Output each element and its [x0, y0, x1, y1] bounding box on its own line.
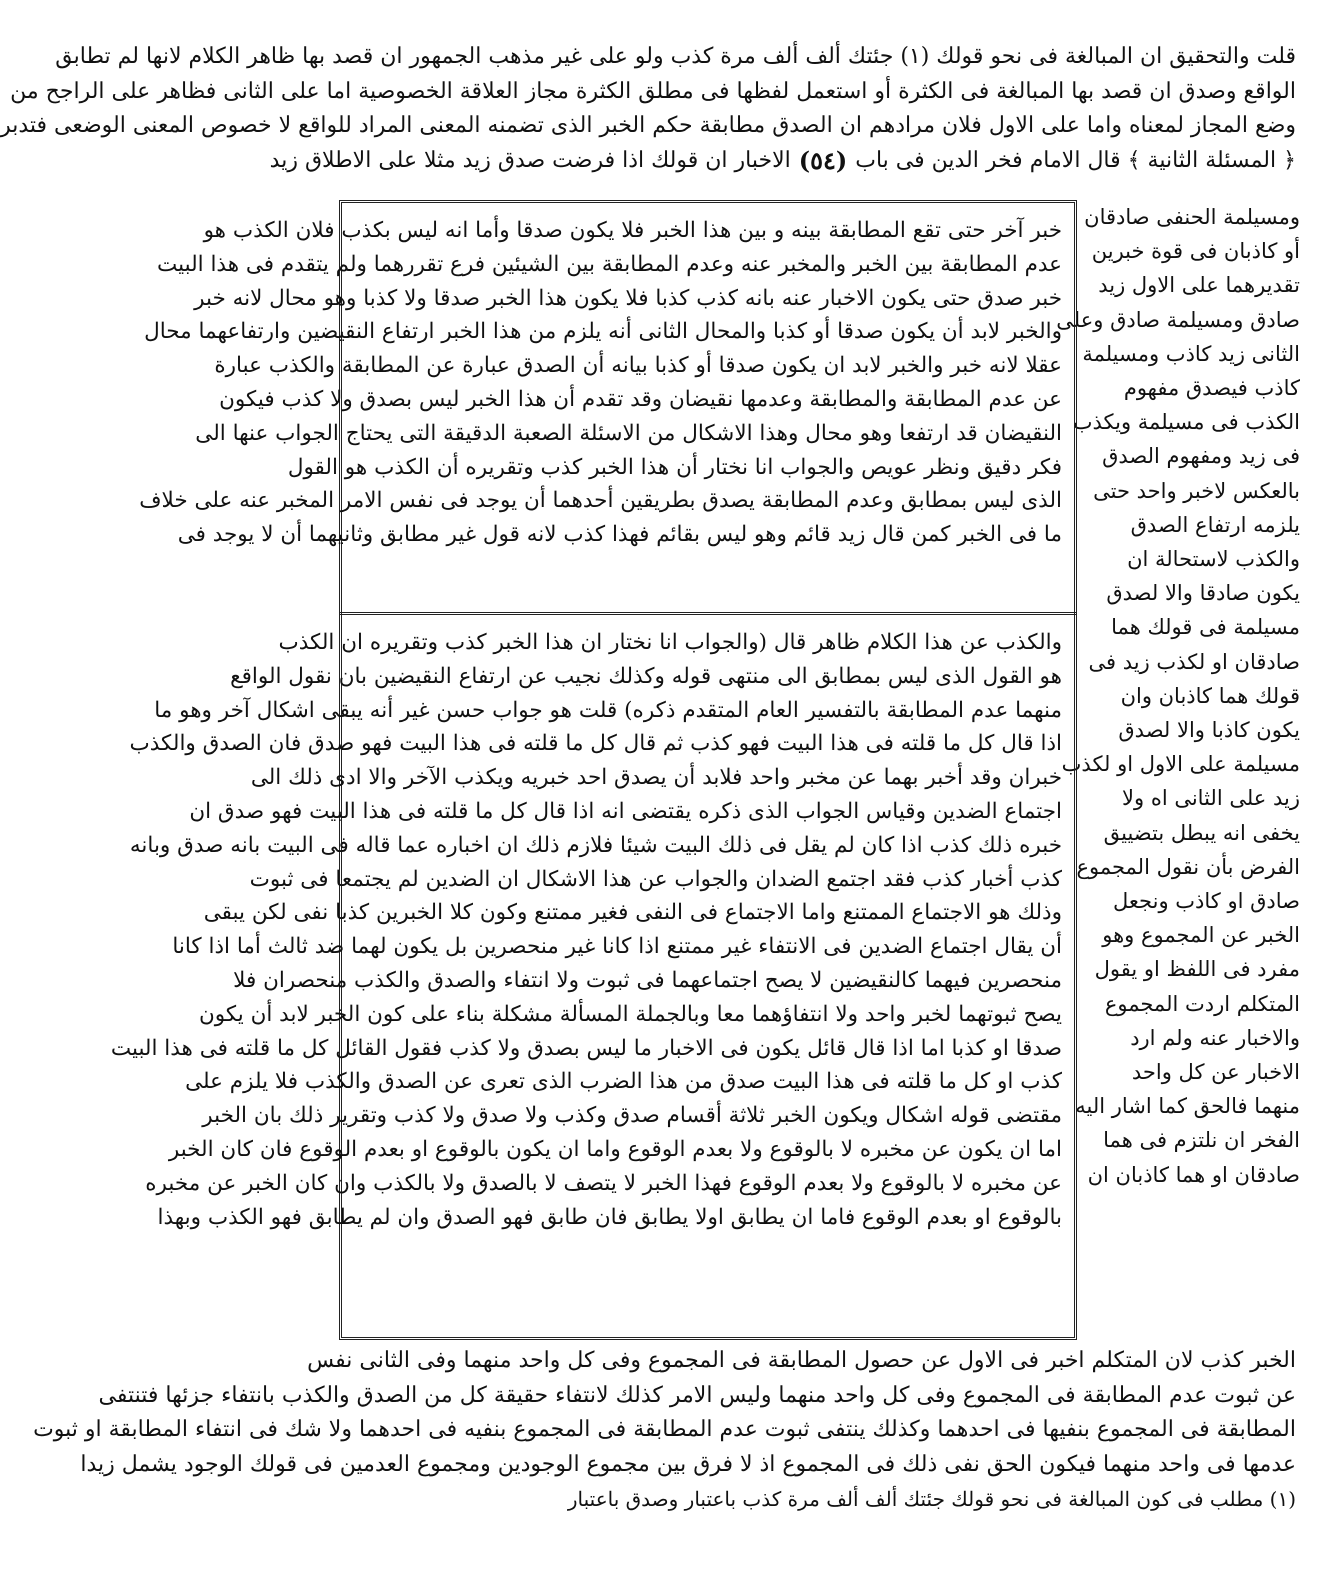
- frame-divider: [339, 612, 1077, 615]
- text-line: والكذب عن هذا الكلام ظاهر قال (والجواب انا نختار ان هذا الخبر كذب وتقريره ان الكذب: [278, 630, 1062, 655]
- margin-column: [1056, 200, 1300, 1192]
- text-line: كذب او كل ما قلته فى هذا البيت صدق من هذا الضرب الذى تعرى عن الصدق والكذب فلا يلزم على: [185, 1069, 1062, 1095]
- text-line: بالوقوع او بعدم الوقوع فاما ان يطابق اولا يطابق فان طابق فهو الصدق وان لم يطابق فهو الكذب وبهذا: [157, 1204, 1062, 1230]
- margin-line: أو كاذبان فى قوة خبرين: [1091, 239, 1300, 264]
- margin-line: والاخبار عنه ولم ارد: [1130, 1025, 1300, 1050]
- margin-line: الخبر عن المجموع وهو: [1102, 923, 1300, 948]
- text-line: قلت والتحقيق ان المبالغة فى نحو قولك (١) جئتك ألف ألف مرة كذب ولو على غير مذهب الجمهور ان قصد بها ظاهر الكلام لانها لم تطابق: [55, 44, 1296, 69]
- main-text-lower: [110, 626, 1062, 1234]
- top-commentary: [0, 40, 1296, 178]
- bottom-commentary: [33, 1344, 1296, 1517]
- text-line: النقيضان قد ارتفعا وهو محال وهذا الاشكال من الاسئلة الصعبة الدقيقة التى يحتاج الجواب عنها الى: [195, 420, 1062, 446]
- text-line: عن عدم المطابقة والمطابقة وعدمها نقيضان وقد تقدم أن هذا الخبر ليس بصدق ولا كذب فيكون: [219, 386, 1062, 412]
- text-line: منهما عدم المطابقة بالتفسير العام المتقدم ذكره) قلت هو جواب حسن غير أنه يبقى اشكال آخر وهو ما: [154, 697, 1062, 723]
- margin-line: منهما فالحق كما اشار اليه: [1075, 1094, 1300, 1119]
- text-line: عقلا لانه خبر والخبر لابد ان يكون صدقا أو كذبا بيانه أن الصدق عبارة عن المطابقة والكذب عبارة: [214, 353, 1062, 379]
- text-line: صدقا او كذبا اما اذا قال قائل يكون فى الاخبار ما ليس بصدق ولا كذب فقول القائل كل ما قلته فى هذا البيت: [110, 1035, 1062, 1061]
- margin-line: يكون صادقا والا لصدق: [1106, 581, 1300, 606]
- margin-line: صادق ومسيلمة صادق وعلى: [1056, 307, 1300, 332]
- text-line: اذا قال كل ما قلته فى هذا البيت فهو كذب ثم قال كل ما قلته فى هذا البيت فهو صدق فان الصدق والكذب: [129, 731, 1062, 757]
- margin-line: ومسيلمة الحنفى صادقان: [1084, 205, 1300, 229]
- text-line: والخبر لابد أن يكون صدقا أو كذبا والمحال الثانى أنه يلزم من هذا الخبر ارتفاع النقيضين وارتفاعهما محال: [144, 319, 1062, 345]
- margin-line: صادقان او هما كاذبان ان: [1087, 1162, 1300, 1187]
- text-line: الذى ليس بمطابق وعدم المطابقة يصدق بطريقين أحدهما أن يوجد فى نفس الامر المخبر عنه على خلاف: [139, 488, 1062, 514]
- text-line: خبر آخر حتى تقع المطابقة بينه و بين هذا الخبر فلا يكون صدقا وأما انه ليس بكذب فلان الكذب هو: [203, 218, 1062, 243]
- text-line: اجتماع الضدين وقياس الجواب الذى ذكره يقتضى انه اذا قال كل ما قلته فى هذا البيت فهو صدق ان: [189, 798, 1062, 824]
- margin-line: يكون كاذبا والا لصدق: [1118, 718, 1300, 743]
- text-line: عن مخبره لا بالوقوع ولا بعدم الوقوع فهذا الخبر لا يتصف لا بالصدق ولا بالكذب وان كان الخبر عن مخبره: [145, 1170, 1062, 1196]
- text-line: هو القول الذى ليس بمطابق الى منتهى قوله وكذلك نجيب عن ارتفاع النقيضين بان نقول الواقع: [230, 663, 1062, 689]
- margin-line: صادقان او لكذب زيد فى: [1088, 649, 1300, 674]
- margin-line: مسيلمة فى قولك هما: [1111, 615, 1300, 640]
- margin-line: والكذب لاستحالة ان: [1127, 547, 1300, 572]
- margin-line: المتكلم اردت المجموع: [1104, 991, 1300, 1016]
- text-line: فكر دقيق ونظر عويص والجواب انا نختار أن هذا الخبر كذب وتقريره أن الكذب هو القول: [287, 454, 1062, 480]
- text-line: خبران وقد أخبر بهما عن مخبر واحد فلابد أن يصدق احد خبريه ويكذب الآخر والا ادى ذلك الى: [250, 765, 1062, 791]
- footnote: (١) مطلب فى كون المبالغة فى نحو قولك جئتك ألف ألف مرة كذب باعتبار وصدق باعتبار: [567, 1487, 1296, 1511]
- heading-right: ﴿ المسئلة الثانية ﴾ قال الامام فخر الدين فى باب: [855, 147, 1296, 173]
- text-line: كذب أخبار كذب فقد اجتمع الضدان والجواب عن هذا الاشكال ان الضدين لم يجتمعا فى ثبوت: [249, 866, 1062, 892]
- text-line: ما فى الخبر كمن قال زيد قائم وهو ليس بقائم فهذا كذب لانه قول غير مطابق وثانيهما أن لا يوجد فى: [177, 522, 1062, 548]
- text-line: عدم المطابقة بين الخبر والمخبر عنه وعدم المطابقة بين الشيئين فرع تقررهما ولم يتقدم فى هذا البيت: [157, 251, 1062, 277]
- text-line: خبر صدق حتى يكون الاخبار عنه بانه كذب كذبا فلا يكون هذا الخبر صدقا ولا كذبا وهو محال لانه خبر: [194, 285, 1062, 311]
- margin-line: بالعكس لاخبر واحد حتى: [1093, 478, 1300, 503]
- page-number: (٥٤): [798, 145, 848, 175]
- text-line: الخبر كذب لان المتكلم اخبر فى الاول عن حصول المطابقة فى المجموع وفى كل واحد منهما وفى الثانى نفس: [307, 1348, 1296, 1373]
- margin-line: يلزمه ارتفاع الصدق: [1130, 512, 1300, 537]
- text-line: اما ان يكون عن مخبره لا بالوقوع ولا بعدم الوقوع واما ان يكون بالوقوع او بعدم الوقوع فان كان الخبر: [168, 1136, 1062, 1162]
- main-text-upper: [139, 214, 1062, 552]
- margin-line: مسيلمة على الاول او لكذب: [1061, 752, 1300, 777]
- text-line: خبره ذلك كذب اذا كان لم يقل فى ذلك البيت شيئا فلازم ذلك ان اخباره عما قاله فى البيت بانه صدق وبانه: [129, 832, 1062, 858]
- text-line: مقتضى قوله اشكال ويكون الخبر ثلاثة أقسام صدق وكذب ولا صدق ولا كذب وتقرير ذلك بان الخبر: [202, 1103, 1062, 1129]
- text-line: أن يقال اجتماع الضدين فى الانتفاء غير ممتنع اذا كانا غير منحصرين بل يكون لهما ضد ثالث أما اذا كانا: [172, 934, 1062, 960]
- margin-line: يخفى انه يبطل بتضييق: [1103, 820, 1300, 845]
- text-line: وضع المجاز لمعناه واما على الاول فلان مرادهم ان الصدق مطابقة حكم الخبر الذى تضمنه المعنى المراد للواقع لا خصوص المعنى الوضعى فتدبر: [0, 113, 1296, 138]
- heading-left: الاخبار ان قولك اذا فرضت صدق زيد مثلا على الاطلاق زيد: [269, 147, 791, 173]
- text-line: الواقع وصدق ان قصد بها المبالغة فى الكثرة أو استعمل لفظها فى مطلق الكثرة مجاز العلاقة الخصوصية اما على الثانى فظاهر على الراجح من: [10, 78, 1296, 104]
- text-line: وذلك هو الاجتماع الممتنع واما الاجتماع فى النفى فغير ممتنع وكون كلا الخبرين كذبا نفى لكن يبقى: [203, 900, 1062, 926]
- margin-line: الكذب فى مسيلمة ويكذب: [1072, 410, 1300, 435]
- margin-line: فى زيد ومفهوم الصدق: [1102, 444, 1300, 469]
- text-line: المطابقة فى المجموع بنفيها فى احدهما وكذلك ينتفى ثبوت عدم المطابقة فى المجموع بنفيه فى احدهما ولا شك فى انتفاء المطابقة او ثبوت: [33, 1417, 1296, 1442]
- text-line: عدمها فى واحد منهما فيكون الحق نفى ذلك فى المجموع اذ لا فرق بين مجموع الوجودين ومجموع العدمين فى قولك الوجود يشمل زيدا: [80, 1451, 1296, 1477]
- margin-line: الثانى زيد كاذب ومسيلمة: [1082, 341, 1300, 366]
- margin-line: الاخبار عن كل واحد: [1131, 1060, 1300, 1085]
- margin-line: الفرض بأن نقول المجموع: [1076, 854, 1300, 879]
- margin-line: مفرد فى اللفظ او يقول: [1094, 957, 1300, 982]
- text-line: منحصرين فيهما كالنقيضين لا يصح اجتماعهما فى ثبوت ولا انتفاء والصدق والكذب منحصران فلا: [233, 967, 1062, 993]
- margin-line: الفخر ان نلتزم فى هما: [1103, 1128, 1300, 1153]
- margin-line: قولك هما كاذبان وان: [1120, 683, 1300, 708]
- margin-line: صادق او كاذب ونجعل: [1113, 889, 1300, 914]
- margin-line: تقديرهما على الاول زيد: [1098, 273, 1300, 298]
- text-line: يصح ثبوتهما لخبر واحد ولا انتفاؤهما معا وبالجملة المسألة مشكلة بناء على كون الخبر لابد أن يكون: [198, 1001, 1062, 1027]
- section-heading: [269, 144, 1296, 179]
- margin-line: كاذب فيصدق مفهوم: [1123, 376, 1300, 401]
- text-line: عن ثبوت عدم المطابقة فى المجموع وفى كل واحد منهما وليس الامر كذلك لانتفاء حقيقة كل من الصدق والكذب بانتفاء جزئها فتنتفى: [98, 1382, 1296, 1408]
- margin-line: زيد على الثانى اه ولا: [1122, 786, 1300, 811]
